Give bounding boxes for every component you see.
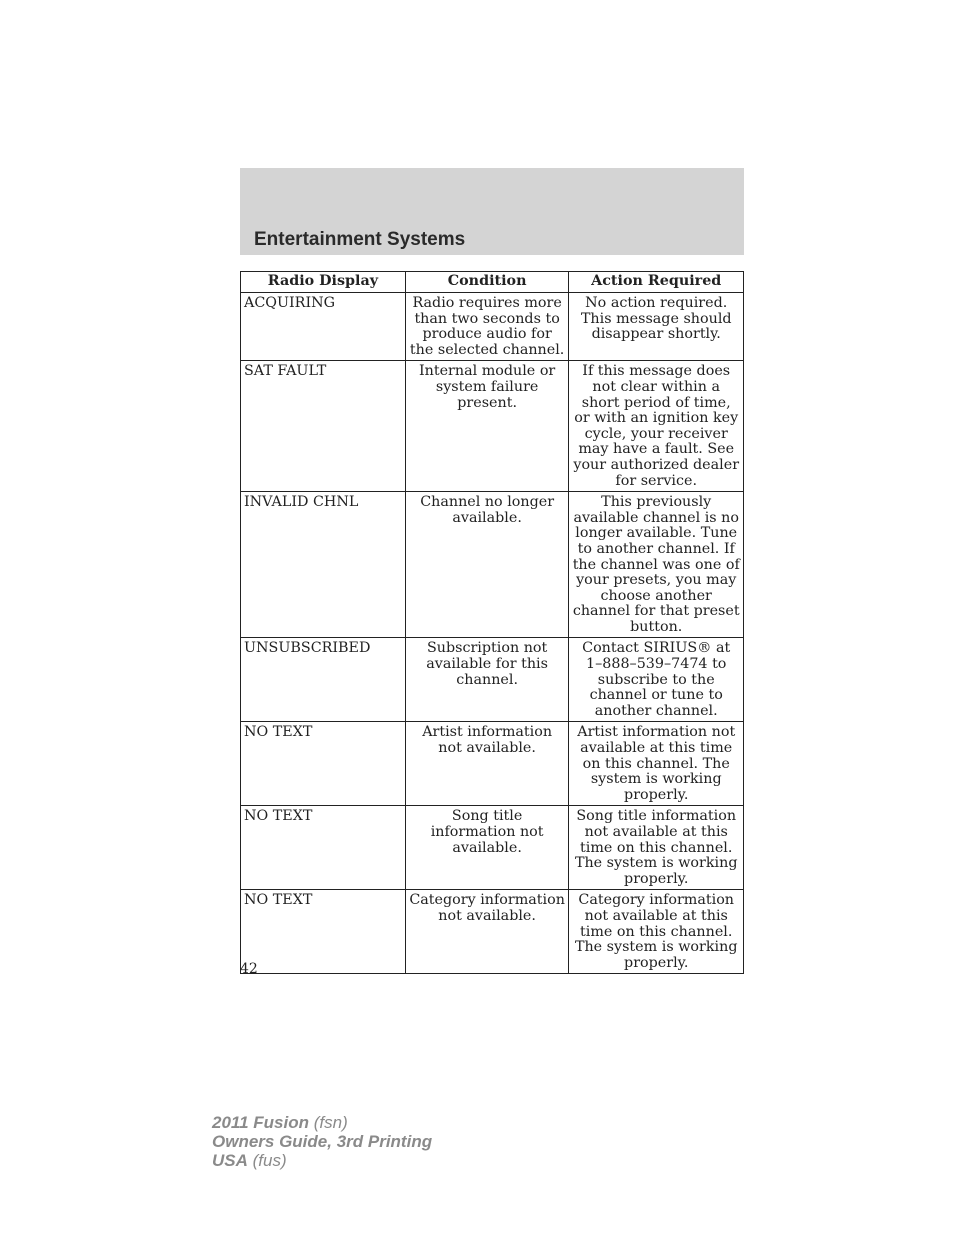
radio-display-cell: UNSUBSCRIBED	[241, 638, 406, 722]
condition-cell: Internal module or system failure present.	[405, 361, 569, 492]
action-cell: This previously available channel is no longer available. Tune to another channel. If the channel was one of your presets, you may choose another channel for that preset button.	[569, 492, 744, 638]
radio-display-cell: NO TEXT	[241, 890, 406, 974]
section-header-band	[240, 168, 744, 255]
column-header-action-required: Action Required	[569, 272, 744, 293]
table-row	[241, 890, 744, 974]
action-cell: Artist information not available at this time on this channel. The system is working properly.	[569, 722, 744, 806]
table-header-row	[241, 272, 744, 293]
table-row	[241, 293, 744, 361]
column-header-radio-display: Radio Display	[241, 272, 406, 293]
radio-display-table	[240, 271, 744, 974]
page-number: 42	[240, 961, 258, 977]
footer-market-code: (fus)	[252, 1151, 287, 1170]
action-cell: If this message does not clear within a short period of time, or with an ignition key cycle, your receiver may have a fault. See your authorized dealer for service.	[569, 361, 744, 492]
footer-model-name: 2011 Fusion	[212, 1113, 309, 1132]
footer-line-market	[212, 1151, 432, 1170]
condition-cell: Radio requires more than two seconds to produce audio for the selected channel.	[405, 293, 569, 361]
table-row	[241, 361, 744, 492]
footer-line-model	[212, 1113, 432, 1132]
radio-display-cell: SAT FAULT	[241, 361, 406, 492]
table-row	[241, 722, 744, 806]
radio-display-cell: ACQUIRING	[241, 293, 406, 361]
table-row	[241, 638, 744, 722]
action-cell: Category information not available at this time on this channel. The system is working properly.	[569, 890, 744, 974]
section-title: Entertainment Systems	[254, 229, 466, 250]
radio-display-cell: INVALID CHNL	[241, 492, 406, 638]
footer-guide-title: Owners Guide, 3rd Printing	[212, 1132, 433, 1151]
footer-publication-info	[212, 1113, 432, 1170]
condition-cell: Artist information not available.	[405, 722, 569, 806]
action-cell: Song title information not available at this time on this channel. The system is working properly.	[569, 806, 744, 890]
footer-line-guide	[212, 1132, 432, 1151]
condition-cell: Channel no longer available.	[405, 492, 569, 638]
condition-cell: Category information not available.	[405, 890, 569, 974]
condition-cell: Subscription not available for this channel.	[405, 638, 569, 722]
table-row	[241, 492, 744, 638]
condition-cell: Song title information not available.	[405, 806, 569, 890]
radio-display-cell: NO TEXT	[241, 806, 406, 890]
column-header-condition: Condition	[405, 272, 569, 293]
footer-model-code: (fsn)	[313, 1113, 348, 1132]
radio-display-cell: NO TEXT	[241, 722, 406, 806]
footer-market-name: USA	[212, 1151, 248, 1170]
table-row	[241, 806, 744, 890]
action-cell: Contact SIRIUS® at 1–888–539–7474 to subscribe to the channel or tune to another channel.	[569, 638, 744, 722]
action-cell: No action required. This message should disappear shortly.	[569, 293, 744, 361]
